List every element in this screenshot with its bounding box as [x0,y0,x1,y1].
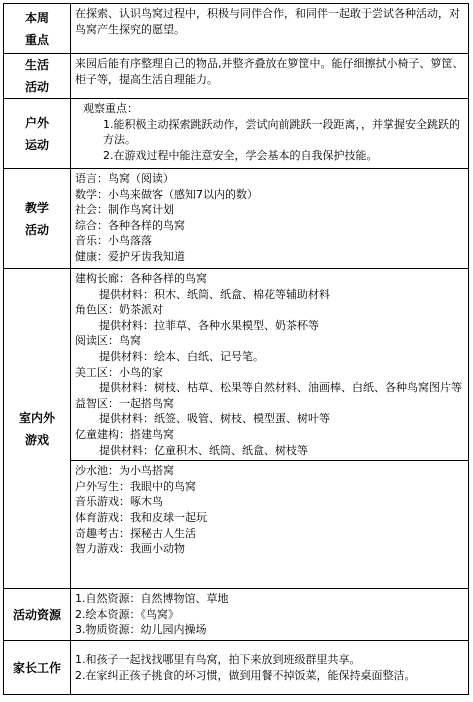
label-resources [4,589,71,641]
game-area: 亿童建构：搭建鸟窝 [75,427,174,441]
life-text: 来园后能有序整理自己的物品,并整齐叠放在箩筐中。能仔细擦拭小椅子、箩筐、柜子等，提高生活自理能力。 [75,57,464,86]
focus-text: 在探索、认识鸟窝过程中，积极与同伴合作，和同伴一起敢于尝试各种活动，对鸟窝产生探究的愿望。 [75,7,460,36]
label-parent-work [4,641,71,695]
label-line: 运动 [24,137,49,152]
game-material: 提供材料：树枝、枯草、松果等自然材料、油画棒、白纸、各种鸟窝图片等 [99,381,462,395]
parent-item: 1.和孩子一起找找哪里有鸟窝，拍下来放到班级群里共享。 [75,652,361,666]
observation-item: 2.在游戏过程中能注意安全，学会基本的自我保护技能。 [103,148,378,162]
content-resources [71,589,469,641]
content-games [71,269,469,589]
observation-heading: 观察重点： [83,102,138,115]
label-line: 游戏 [24,432,49,447]
row-weekly-focus [4,4,469,54]
game-area: 角色区：奶茶派对 [75,303,163,317]
label-games [4,269,71,589]
weekly-plan-table [3,3,469,695]
label-teaching-activities [4,169,71,269]
outdoor-game-item: 奇趣考古：探秘古人生活 [75,526,196,540]
row-teaching-activities [4,169,469,269]
content-teaching-activities [71,169,469,269]
game-area: 建构长廊：各种各样的鸟窝 [75,272,207,285]
content-outdoor-sports [71,99,469,169]
content-weekly-focus [71,4,469,54]
label-line: 户外 [24,115,49,130]
content-parent-work [71,641,469,695]
teaching-item: 数学：小鸟来做客（感知7以内的数） [75,187,258,201]
outdoor-game-item: 户外写生：我眼中的鸟窝 [75,479,196,493]
label-line: 重点 [24,32,49,47]
content-life-activities [71,54,469,99]
resource-item: 1.自然资源：自然博物馆、草地 [75,592,229,605]
outdoor-game-item: 智力游戏：我画小动物 [75,542,185,556]
teaching-item: 健康：爱护牙齿我知道 [75,249,185,263]
resource-item: 3.物质资源：幼儿园内操场 [75,623,207,637]
label-life-activities [4,54,71,99]
outdoor-game-item: 沙水池：为小鸟搭窝 [75,464,174,478]
teaching-item: 语言：鸟窝（阅读） [75,172,174,185]
label-line: 生活 [24,58,49,72]
row-outdoor-sports [4,99,469,169]
game-material: 提供材料：纸签、吸管、树枝、模型蛋、树叶等 [99,412,330,426]
label-line: 活动 [24,80,49,94]
observation-item: 1.能积极主动探索跳跃动作，尝试向前跳跃一段距离，，并掌握安全跳跃的方法。 [103,117,460,147]
label-line: 室内外 [18,410,55,425]
game-area: 益智区：一起搭鸟窝 [75,396,174,410]
game-material: 提供材料：亿童积木、纸筒、纸盒、树枝等 [99,443,308,457]
label-line: 家长工作 [12,660,61,675]
game-area: 美工区：小鸟的家 [75,365,163,379]
label-weekly-focus [4,4,71,54]
game-material: 提供材料：拉菲草、各种水果模型、奶茶杯等 [99,318,319,332]
parent-item: 2.在家纠正孩子挑食的坏习惯，做到用餐不掉饭菜，能保持桌面整洁。 [75,668,416,682]
label-line: 本周 [24,10,49,25]
game-area: 阅读区：鸟窝 [75,334,141,348]
label-outdoor-sports [4,99,71,169]
teaching-item: 综合：各种各样的鸟窝 [75,218,185,232]
teaching-item: 社会：制作鸟窝计划 [75,203,174,217]
resource-item: 2.绘本资源：《鸟窝》 [75,607,179,621]
row-resources [4,589,469,641]
label-line: 活动资源 [12,607,61,622]
outdoor-game-item: 音乐游戏：啄木鸟 [75,495,163,509]
game-material: 提供材料：积木、纸筒、纸盒、棉花等辅助材料 [99,287,330,301]
row-parent-work [4,641,469,695]
teaching-item: 音乐：小鸟落落 [75,234,152,248]
label-line: 活动 [24,222,49,237]
row-games [4,269,469,589]
row-life-activities [4,54,469,99]
outdoor-games-block [71,460,468,557]
outdoor-game-item: 体育游戏：我和皮球一起玩 [75,510,207,524]
label-line: 教学 [24,200,49,215]
game-material: 提供材料：绘本、白纸、记号笔。 [99,349,264,363]
